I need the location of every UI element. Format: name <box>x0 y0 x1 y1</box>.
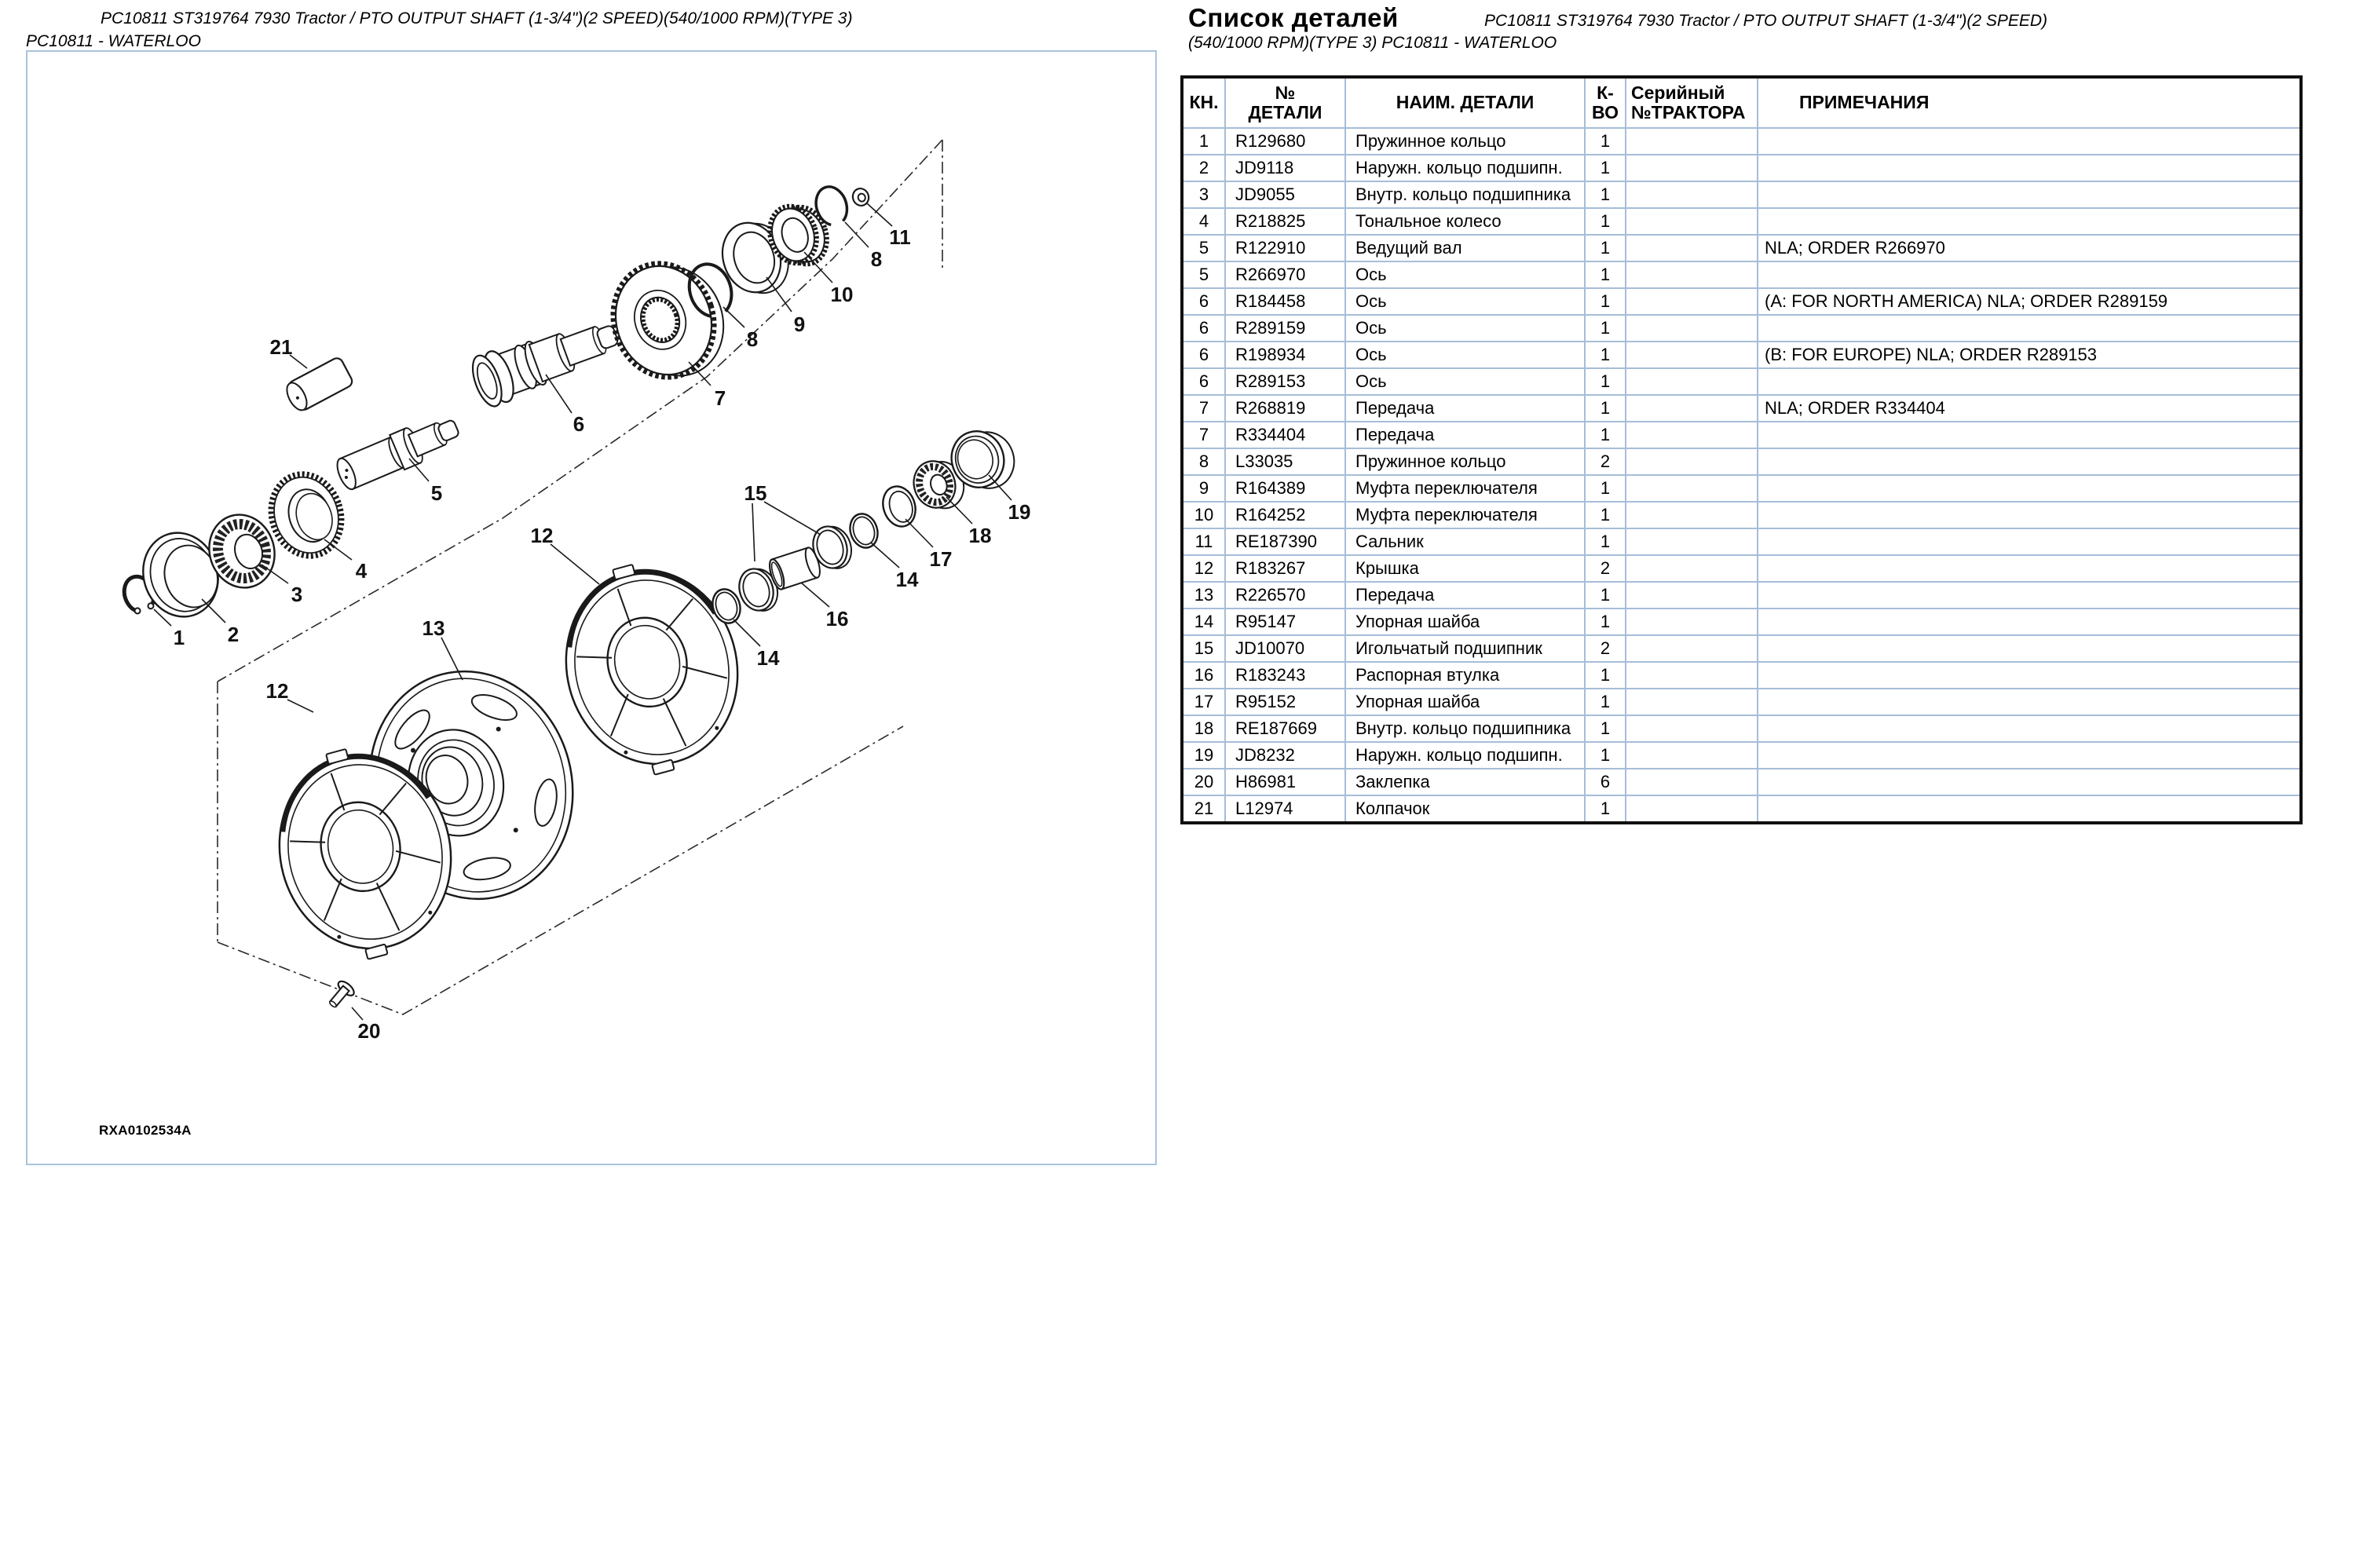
cell-serial <box>1626 368 1758 395</box>
cell-qty: 6 <box>1585 769 1626 795</box>
svg-text:12: 12 <box>530 524 554 547</box>
cell-qty: 1 <box>1585 181 1626 208</box>
cell-kn: 6 <box>1182 342 1225 368</box>
left-page-subtitle: PC10811 - WATERLOO <box>26 32 201 50</box>
svg-text:6: 6 <box>573 412 585 436</box>
table-row <box>1182 448 2301 475</box>
header-kn: КН. <box>1182 77 1225 128</box>
cell-serial <box>1626 342 1758 368</box>
cell-part-number: JD8232 <box>1225 742 1345 769</box>
svg-text:14: 14 <box>895 568 919 591</box>
part-20-rivet <box>324 978 357 1011</box>
part-6-axle <box>467 309 625 411</box>
cell-part-name: Колпачок <box>1345 795 1585 823</box>
callout-18 <box>946 497 991 547</box>
cell-qty: 1 <box>1585 609 1626 635</box>
cell-serial <box>1626 769 1758 795</box>
cell-qty: 1 <box>1585 342 1626 368</box>
cell-notes: (A: FOR NORTH AMERICA) NLA; ORDER R289159 <box>1758 288 2301 315</box>
cell-kn: 10 <box>1182 502 1225 528</box>
cell-qty: 1 <box>1585 582 1626 609</box>
cell-kn: 7 <box>1182 395 1225 422</box>
callout-20 <box>352 1007 380 1043</box>
cell-part-number: R129680 <box>1225 128 1345 155</box>
cell-notes <box>1758 181 2301 208</box>
table-row <box>1182 475 2301 502</box>
cell-kn: 13 <box>1182 582 1225 609</box>
cell-serial <box>1626 448 1758 475</box>
cell-part-number: R289153 <box>1225 368 1345 395</box>
cell-part-name: Упорная шайба <box>1345 609 1585 635</box>
svg-text:18: 18 <box>968 524 992 547</box>
cell-kn: 4 <box>1182 208 1225 235</box>
cell-kn: 16 <box>1182 662 1225 689</box>
svg-text:17: 17 <box>929 547 953 571</box>
cell-qty: 1 <box>1585 742 1626 769</box>
table-row <box>1182 235 2301 261</box>
cell-serial <box>1626 208 1758 235</box>
cell-qty: 1 <box>1585 395 1626 422</box>
cell-qty: 1 <box>1585 662 1626 689</box>
cell-notes <box>1758 368 2301 395</box>
right-page-title-line2: (540/1000 RPM)(TYPE 3) PC10811 - WATERLOO <box>1188 34 1557 52</box>
cell-serial <box>1626 181 1758 208</box>
callout-12 <box>531 524 599 584</box>
cell-kn: 21 <box>1182 795 1225 823</box>
callout-11 <box>867 203 911 249</box>
cell-part-name: Передача <box>1345 582 1585 609</box>
svg-text:8: 8 <box>746 327 759 351</box>
callout-16 <box>801 583 848 630</box>
exploded-view-diagram <box>0 0 1178 1178</box>
cell-kn: 8 <box>1182 448 1225 475</box>
callout-19 <box>989 475 1030 524</box>
cell-part-number: R218825 <box>1225 208 1345 235</box>
cell-serial <box>1626 288 1758 315</box>
header-qty: К- ВО <box>1585 77 1626 128</box>
cell-part-number: R266970 <box>1225 261 1345 288</box>
cell-serial <box>1626 795 1758 823</box>
cell-part-name: Внутр. кольцо подшипника <box>1345 181 1585 208</box>
cell-serial <box>1626 555 1758 582</box>
cell-part-number: R334404 <box>1225 422 1345 448</box>
cell-notes <box>1758 715 2301 742</box>
cell-qty: 2 <box>1585 555 1626 582</box>
cell-part-number: R289159 <box>1225 315 1345 342</box>
svg-text:5: 5 <box>430 481 443 505</box>
cell-part-name: Передача <box>1345 422 1585 448</box>
cell-serial <box>1626 662 1758 689</box>
table-row <box>1182 502 2301 528</box>
svg-text:7: 7 <box>714 386 726 410</box>
cell-part-number: JD9055 <box>1225 181 1345 208</box>
cell-part-name: Упорная шайба <box>1345 689 1585 715</box>
cell-qty: 1 <box>1585 689 1626 715</box>
svg-text:1: 1 <box>173 626 185 649</box>
cell-serial <box>1626 528 1758 555</box>
cell-kn: 7 <box>1182 422 1225 448</box>
svg-text:3: 3 <box>291 583 303 606</box>
header-notes: ПРИМЕЧАНИЯ <box>1758 77 2301 128</box>
header-serial: Серийный №ТРАКТОРА <box>1626 77 1758 128</box>
cell-notes <box>1758 422 2301 448</box>
figure-id-label: RXA0102534A <box>99 1123 192 1138</box>
cell-notes: (B: FOR EUROPE) NLA; ORDER R289153 <box>1758 342 2301 368</box>
cell-part-number: R122910 <box>1225 235 1345 261</box>
table-row <box>1182 261 2301 288</box>
cell-part-name: Ось <box>1345 261 1585 288</box>
cell-part-name: Муфта переключателя <box>1345 502 1585 528</box>
cell-notes <box>1758 609 2301 635</box>
header-part-number: № ДЕТАЛИ <box>1225 77 1345 128</box>
cell-part-name: Распорная втулка <box>1345 662 1585 689</box>
cell-kn: 17 <box>1182 689 1225 715</box>
cell-part-name: Заклепка <box>1345 769 1585 795</box>
callout-6 <box>546 375 584 436</box>
cell-part-number: R184458 <box>1225 288 1345 315</box>
cell-part-name: Пружинное кольцо <box>1345 448 1585 475</box>
cell-kn: 18 <box>1182 715 1225 742</box>
cell-part-number: R95152 <box>1225 689 1345 715</box>
parts-list-table <box>1180 75 2303 824</box>
left-page-title: PC10811 ST319764 7930 Tractor / PTO OUTPUT SHAFT (1-3/4")(2 SPEED)(540/1000 RPM)(TYPE 3) <box>101 9 853 27</box>
cell-qty: 1 <box>1585 795 1626 823</box>
cell-serial <box>1626 635 1758 662</box>
table-row <box>1182 609 2301 635</box>
cell-part-number: R183267 <box>1225 555 1345 582</box>
cell-part-name: Сальник <box>1345 528 1585 555</box>
cell-qty: 1 <box>1585 422 1626 448</box>
parts-list-title: Список деталей <box>1188 3 1399 32</box>
cell-qty: 1 <box>1585 502 1626 528</box>
svg-text:15: 15 <box>744 481 767 505</box>
part-7-gear <box>599 248 737 393</box>
cell-part-number: R95147 <box>1225 609 1345 635</box>
cell-serial <box>1626 742 1758 769</box>
cell-part-name: Наружн. кольцо подшипн. <box>1345 742 1585 769</box>
table-row <box>1182 395 2301 422</box>
cell-serial <box>1626 315 1758 342</box>
cell-serial <box>1626 715 1758 742</box>
cell-part-name: Наружн. кольцо подшипн. <box>1345 155 1585 181</box>
cell-part-name: Тональное колесо <box>1345 208 1585 235</box>
cell-qty: 1 <box>1585 128 1626 155</box>
cell-notes <box>1758 555 2301 582</box>
cell-part-name: Крышка <box>1345 555 1585 582</box>
cell-kn: 20 <box>1182 769 1225 795</box>
cell-notes <box>1758 448 2301 475</box>
cell-notes <box>1758 742 2301 769</box>
cell-kn: 12 <box>1182 555 1225 582</box>
cell-notes <box>1758 528 2301 555</box>
cell-qty: 1 <box>1585 315 1626 342</box>
cell-notes <box>1758 208 2301 235</box>
svg-text:9: 9 <box>793 313 806 336</box>
part-21-cap <box>283 356 354 415</box>
table-row <box>1182 528 2301 555</box>
table-row <box>1182 635 2301 662</box>
cell-qty: 1 <box>1585 528 1626 555</box>
table-row <box>1182 128 2301 155</box>
cell-notes <box>1758 315 2301 342</box>
cell-part-number: L12974 <box>1225 795 1345 823</box>
cell-kn: 15 <box>1182 635 1225 662</box>
callout-14 <box>734 620 780 670</box>
callout-10 <box>804 252 853 306</box>
cell-part-number: R226570 <box>1225 582 1345 609</box>
cell-part-name: Ось <box>1345 288 1585 315</box>
cell-part-number: RE187390 <box>1225 528 1345 555</box>
cell-serial <box>1626 502 1758 528</box>
callout-12 <box>266 679 313 712</box>
cell-part-name: Ось <box>1345 368 1585 395</box>
table-row <box>1182 181 2301 208</box>
svg-text:21: 21 <box>269 335 293 359</box>
svg-text:2: 2 <box>227 623 240 646</box>
table-row <box>1182 422 2301 448</box>
callout-9 <box>766 277 805 336</box>
svg-text:14: 14 <box>756 646 780 670</box>
cell-qty: 2 <box>1585 635 1626 662</box>
table-row <box>1182 555 2301 582</box>
cell-kn: 5 <box>1182 261 1225 288</box>
cell-kn: 11 <box>1182 528 1225 555</box>
cell-notes <box>1758 155 2301 181</box>
table-row <box>1182 315 2301 342</box>
cell-kn: 6 <box>1182 315 1225 342</box>
table-row <box>1182 155 2301 181</box>
svg-text:12: 12 <box>265 679 289 703</box>
cell-qty: 1 <box>1585 475 1626 502</box>
cell-serial <box>1626 395 1758 422</box>
table-row <box>1182 795 2301 823</box>
cell-part-name: Ось <box>1345 315 1585 342</box>
callout-17 <box>905 519 952 571</box>
cell-part-number: RE187669 <box>1225 715 1345 742</box>
cell-kn: 5 <box>1182 235 1225 261</box>
cell-part-name: Ведущий вал <box>1345 235 1585 261</box>
cell-part-number: JD9118 <box>1225 155 1345 181</box>
cell-qty: 1 <box>1585 155 1626 181</box>
table-row <box>1182 208 2301 235</box>
table-row <box>1182 742 2301 769</box>
cell-serial <box>1626 261 1758 288</box>
cell-kn: 6 <box>1182 288 1225 315</box>
cell-kn: 19 <box>1182 742 1225 769</box>
svg-text:16: 16 <box>825 607 849 630</box>
cell-serial <box>1626 475 1758 502</box>
cell-notes <box>1758 635 2301 662</box>
cell-serial <box>1626 128 1758 155</box>
table-row <box>1182 582 2301 609</box>
cell-part-number: R198934 <box>1225 342 1345 368</box>
cell-part-name: Внутр. кольцо подшипника <box>1345 715 1585 742</box>
cell-qty: 1 <box>1585 261 1626 288</box>
cell-part-name: Ось <box>1345 342 1585 368</box>
callout-21 <box>270 335 307 368</box>
cell-qty: 1 <box>1585 288 1626 315</box>
cell-notes <box>1758 475 2301 502</box>
cell-serial <box>1626 689 1758 715</box>
cell-kn: 9 <box>1182 475 1225 502</box>
table-row <box>1182 689 2301 715</box>
cell-qty: 1 <box>1585 235 1626 261</box>
cell-serial <box>1626 609 1758 635</box>
cell-qty: 1 <box>1585 715 1626 742</box>
cell-part-name: Передача <box>1345 395 1585 422</box>
table-row <box>1182 288 2301 315</box>
cell-serial <box>1626 155 1758 181</box>
cell-kn: 3 <box>1182 181 1225 208</box>
cell-notes <box>1758 261 2301 288</box>
cell-qty: 1 <box>1585 208 1626 235</box>
cell-part-number: R268819 <box>1225 395 1345 422</box>
cell-kn: 2 <box>1182 155 1225 181</box>
cell-part-number: L33035 <box>1225 448 1345 475</box>
svg-text:8: 8 <box>870 247 883 271</box>
callout-14 <box>871 543 919 591</box>
svg-text:11: 11 <box>889 225 911 249</box>
cell-notes <box>1758 582 2301 609</box>
svg-text:20: 20 <box>357 1019 381 1043</box>
cell-kn: 1 <box>1182 128 1225 155</box>
svg-text:13: 13 <box>422 616 445 640</box>
cell-kn: 6 <box>1182 368 1225 395</box>
cell-part-number: H86981 <box>1225 769 1345 795</box>
cell-part-number: R164252 <box>1225 502 1345 528</box>
cell-notes <box>1758 128 2301 155</box>
table-row <box>1182 342 2301 368</box>
header-part-name: НАИМ. ДЕТАЛИ <box>1345 77 1585 128</box>
right-page-title-line1: PC10811 ST319764 7930 Tractor / PTO OUTPUT SHAFT (1-3/4")(2 SPEED) <box>1484 12 2048 30</box>
table-row <box>1182 662 2301 689</box>
table-row <box>1182 715 2301 742</box>
cell-notes <box>1758 502 2301 528</box>
cell-part-name: Муфта переключателя <box>1345 475 1585 502</box>
cell-serial <box>1626 422 1758 448</box>
callout-13 <box>423 616 463 680</box>
cell-part-number: R164389 <box>1225 475 1345 502</box>
cell-serial <box>1626 235 1758 261</box>
cell-qty: 1 <box>1585 368 1626 395</box>
cell-notes: NLA; ORDER R266970 <box>1758 235 2301 261</box>
cell-serial <box>1626 582 1758 609</box>
svg-text:10: 10 <box>830 283 854 306</box>
part-12-cover-right <box>543 545 760 791</box>
cell-part-name: Игольчатый подшипник <box>1345 635 1585 662</box>
callout-8 <box>845 222 882 271</box>
cell-notes <box>1758 795 2301 823</box>
cell-part-number: JD10070 <box>1225 635 1345 662</box>
cell-notes <box>1758 689 2301 715</box>
table-header-row <box>1182 77 2301 128</box>
table-row <box>1182 368 2301 395</box>
cell-part-number: R183243 <box>1225 662 1345 689</box>
table-row <box>1182 769 2301 795</box>
part-5-drive-shaft <box>333 410 464 494</box>
cell-notes <box>1758 662 2301 689</box>
svg-text:19: 19 <box>1008 500 1031 524</box>
cell-notes <box>1758 769 2301 795</box>
cell-kn: 14 <box>1182 609 1225 635</box>
svg-text:4: 4 <box>355 559 368 583</box>
cell-notes: NLA; ORDER R334404 <box>1758 395 2301 422</box>
cell-part-name: Пружинное кольцо <box>1345 128 1585 155</box>
cell-qty: 2 <box>1585 448 1626 475</box>
